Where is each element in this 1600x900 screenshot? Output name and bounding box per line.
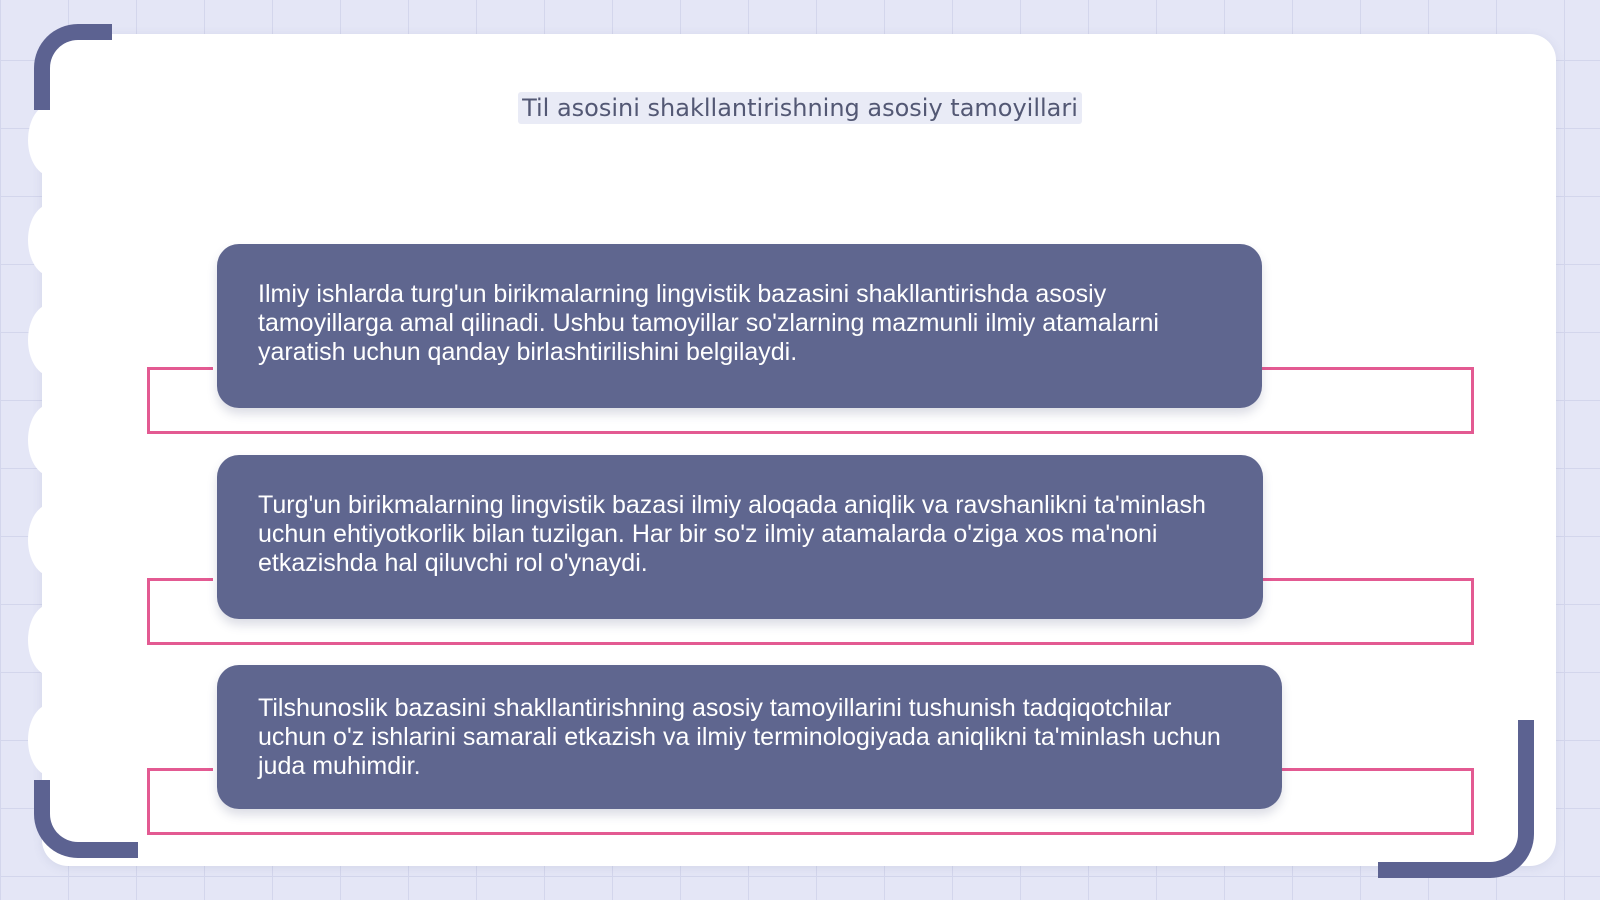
bracket-cap-right [1262, 578, 1474, 581]
bracket-cap-left [147, 578, 213, 581]
principle-card-text: Turg'un birikmalarning lingvistik bazasi ilmiy aloqada aniqlik va ravshanlikni ta'minlash uchun ehtiyotkorlik bilan tuzilgan. Har bir so'z ilmiy atamalarda o'ziga xos ma'noni etkazishda hal qiluvchi rol o'ynaydi. [258, 491, 1206, 577]
principle-card-2 [217, 455, 1263, 619]
bracket-cap-left [147, 768, 213, 771]
paper-scallop [28, 504, 74, 576]
paper-scallop [28, 404, 74, 476]
principle-card-1 [217, 244, 1262, 408]
bracket-cap-right [1262, 367, 1474, 370]
paper-scallop [28, 304, 74, 376]
slide-title-text: Til asosini shakllantirishning asosiy tamoyillari [518, 92, 1082, 124]
paper-scallop [28, 204, 74, 276]
bracket-cap-right [1282, 768, 1474, 771]
principle-card-3 [217, 665, 1282, 809]
slide-title [0, 94, 1600, 122]
paper-scallop [28, 704, 74, 776]
principle-card-text: Ilmiy ishlarda turg'un birikmalarning lingvistik bazasini shakllantirishda asosiy tamoyillarga amal qilinadi. Ushbu tamoyillar so'zlarning mazmunli ilmiy atamalarni yaratish uchun qanday birlashtirilishini belgilaydi. [258, 280, 1159, 366]
frame-corner-bottom-left [34, 780, 138, 858]
paper-scallop [28, 604, 74, 676]
bracket-cap-left [147, 367, 213, 370]
principle-card-text: Tilshunoslik bazasini shakllantirishning asosiy tamoyillarini tushunish tadqiqotchilar uchun o'z ishlarini samarali etkazish va ilmiy terminologiyada aniqlikni ta'minlash uchun juda muhimdir. [258, 694, 1221, 780]
